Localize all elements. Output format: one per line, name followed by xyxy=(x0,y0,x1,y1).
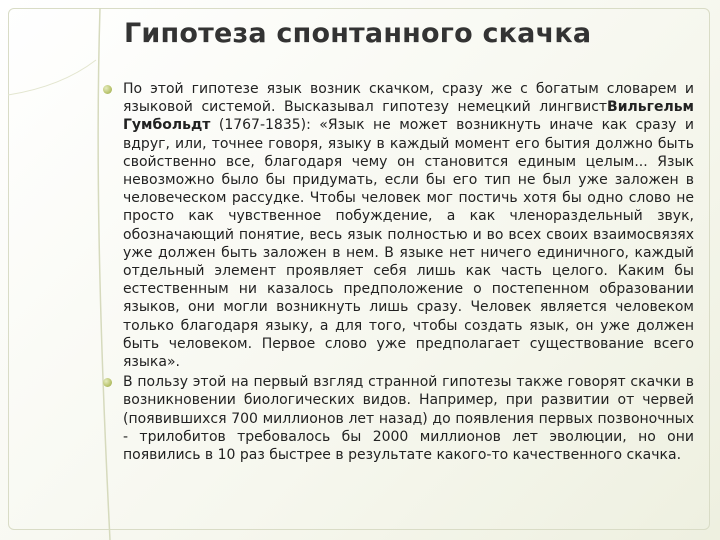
paragraph-2-text: В пользу этой на первый взгляд странной гипотезы также говорят скачки в возникновении биологических видов. Например, при развитии от червей (появившихся 700 миллионов лет назад) до появления первых позвоночных - трилобитов требовалось бы 2000 миллионов лет эволюции, но они появились в 10 раз быстрее в результате какого-то качественного скачка. xyxy=(123,374,694,464)
paragraph-1-quote: (1767-1835): «Язык не может возникнуть иначе как сразу и вдруг, или, точнее говоря, языку в каждый момент его бытия должно быть свойственно все, благодаря чему он становится единым целым... Язык невозможно было бы придумать, если бы его тип не был уже заложен в человеческом рассудке. Чтобы человек мог постичь хотя бы одно слово не просто как чувственное побуждение, а как членораздельный звук, обозначающий понятие, весь язык полностью и во всех своих взаимосвязях уже должен быть заложен в нем. В языке нет ничего единичного, каждый отдельный элемент проявляет себя лишь как часть целого. Каким бы естественным ни казалось предположение о постепенном образовании языков, они могли возникнуть лишь сразу. Человек является человеком только благодаря языку, а для того, чтобы создать язык, он уже должен быть человеком. Первое слово уже предполагает существование всего языка». xyxy=(123,117,694,371)
slide-body xyxy=(102,80,694,466)
slide-title: Гипотеза спонтанного скачка xyxy=(124,18,592,49)
bullet-paragraph-2 xyxy=(102,373,694,464)
bullet-paragraph-1 xyxy=(102,80,694,371)
bullet-icon xyxy=(103,378,112,387)
paragraph-1-intro: По этой гипотезе язык возник скачком, сразу же с богатым словарем и языковой системой. Высказывал гипотезу немецкий лингвист xyxy=(123,81,694,116)
linguist-name: Вильгельм Гумбольдт xyxy=(123,99,694,134)
bullet-icon xyxy=(103,85,112,94)
